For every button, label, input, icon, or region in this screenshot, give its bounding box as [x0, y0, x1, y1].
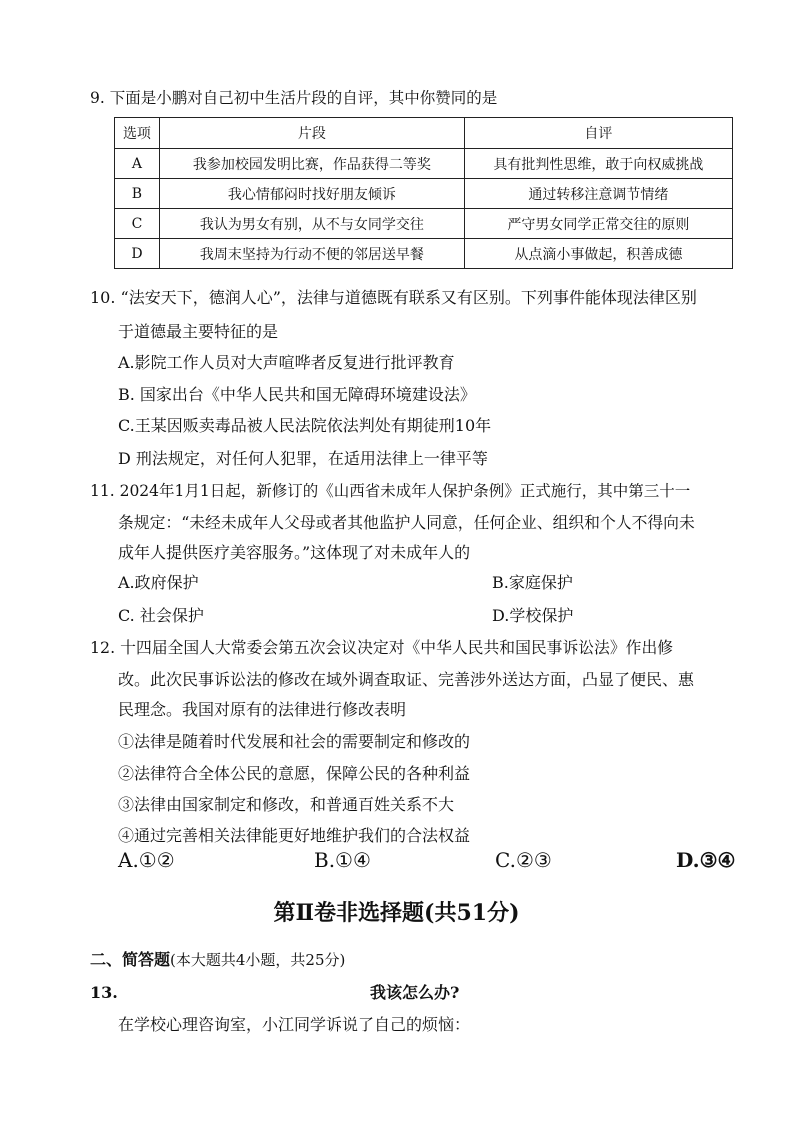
q12-option-b: B.①④ [314, 848, 371, 872]
q9-table [114, 117, 733, 269]
section-note: (本大题共4小题，共25分) [170, 951, 346, 969]
table-cell: D [115, 239, 160, 269]
table-row [115, 149, 733, 179]
table-cell: A [115, 149, 160, 179]
table-cell: 我周末坚持为行动不便的邻居送早餐 [159, 239, 464, 269]
q11-stem-line3: 成年人提供医疗美容服务。”这体现了对未成年人的 [118, 543, 471, 562]
q10-stem-line2: 于道德最主要特征的是 [118, 322, 279, 341]
q12-stem-line3: 民理念。我国对原有的法律进行修改表明 [118, 700, 407, 719]
q11-stem-line2: 条规定：“未经未成年人父母或者其他监护人同意，任何企业、组织和个人不得向未 [118, 513, 695, 532]
q12-stem-line1: 12. 十四届全国人大常委会第五次会议决定对《中华人民共和国民事诉讼法》作出修 [90, 638, 674, 657]
table-cell: 通过转移注意调节情绪 [464, 179, 732, 209]
part2-title: 第Ⅱ卷非选择题(共51分) [273, 900, 520, 926]
table-cell: 从点滴小事做起，积善成德 [464, 239, 732, 269]
q13-intro: 在学校心理咨询室，小江同学诉说了自己的烦恼： [118, 1015, 471, 1034]
q10-option-d: D 刑法规定，对任何人犯罪，在适用法律上一律平等 [118, 449, 488, 468]
table-row [115, 209, 733, 239]
table-cell: 具有批判性思维，敢于向权威挑战 [464, 149, 732, 179]
table-header-row [115, 118, 733, 149]
q12-option-a: A.①② [118, 848, 175, 872]
q12-item-2: ②法律符合全体公民的意愿，保障公民的各种利益 [118, 764, 471, 783]
q13-title: 我该怎么办? [370, 983, 460, 1002]
table-cell: C [115, 209, 160, 239]
table-cell: 我参加校园发明比赛，作品获得二等奖 [159, 149, 464, 179]
q13-number: 13. [90, 983, 118, 1002]
q11-option-a: A.政府保护 [118, 573, 199, 592]
table-header-fragment: 片段 [159, 118, 464, 149]
q12-option-d: D.③④ [676, 848, 736, 872]
table-row [115, 239, 733, 269]
table-header-self-eval: 自评 [464, 118, 732, 149]
q10-option-b: B. 国家出台《中华人民共和国无障碍环境建设法》 [118, 385, 476, 404]
q11-stem-line1: 11. 2024年1月1日起，新修订的《山西省未成年人保护条例》正式施行，其中第三十一 [90, 482, 691, 500]
table-cell: 严守男女同学正常交往的原则 [464, 209, 732, 239]
q12-item-4: ④通过完善相关法律能更好地维护我们的合法权益 [118, 826, 471, 845]
table-row [115, 179, 733, 209]
table-header-option: 选项 [115, 118, 160, 149]
q10-option-a: A.影院工作人员对大声喧哗者反复进行批评教育 [118, 353, 455, 372]
q12-option-c: C.②③ [495, 848, 552, 872]
table-cell: 我认为男女有别，从不与女同学交往 [159, 209, 464, 239]
table-cell: 我心情郁闷时找好朋友倾诉 [159, 179, 464, 209]
q11-option-b: B.家庭保护 [492, 573, 573, 592]
section-heading [90, 950, 345, 970]
section-label: 二、简答题 [90, 950, 171, 969]
q11-option-d: D.学校保护 [492, 606, 574, 625]
q12-stem-line2: 改。此次民事诉讼法的修改在域外调查取证、完善涉外送达方面，凸显了便民、惠 [118, 670, 695, 689]
q11-option-c: C. 社会保护 [118, 606, 204, 625]
q12-item-3: ③法律由国家制定和修改，和普通百姓关系不大 [118, 795, 455, 814]
q10-stem-line1: 10. “法安天下，德润人心”，法律与道德既有联系又有区别。下列事件能体现法律区别 [90, 288, 697, 307]
q10-option-c: C.王某因贩卖毒品被人民法院依法判处有期徒刑10年 [118, 416, 492, 435]
q12-item-1: ①法律是随着时代发展和社会的需要制定和修改的 [118, 732, 471, 751]
q9-stem: 9. 下面是小鹏对自己初中生活片段的自评，其中你赞同的是 [90, 89, 498, 107]
table-cell: B [115, 179, 160, 209]
